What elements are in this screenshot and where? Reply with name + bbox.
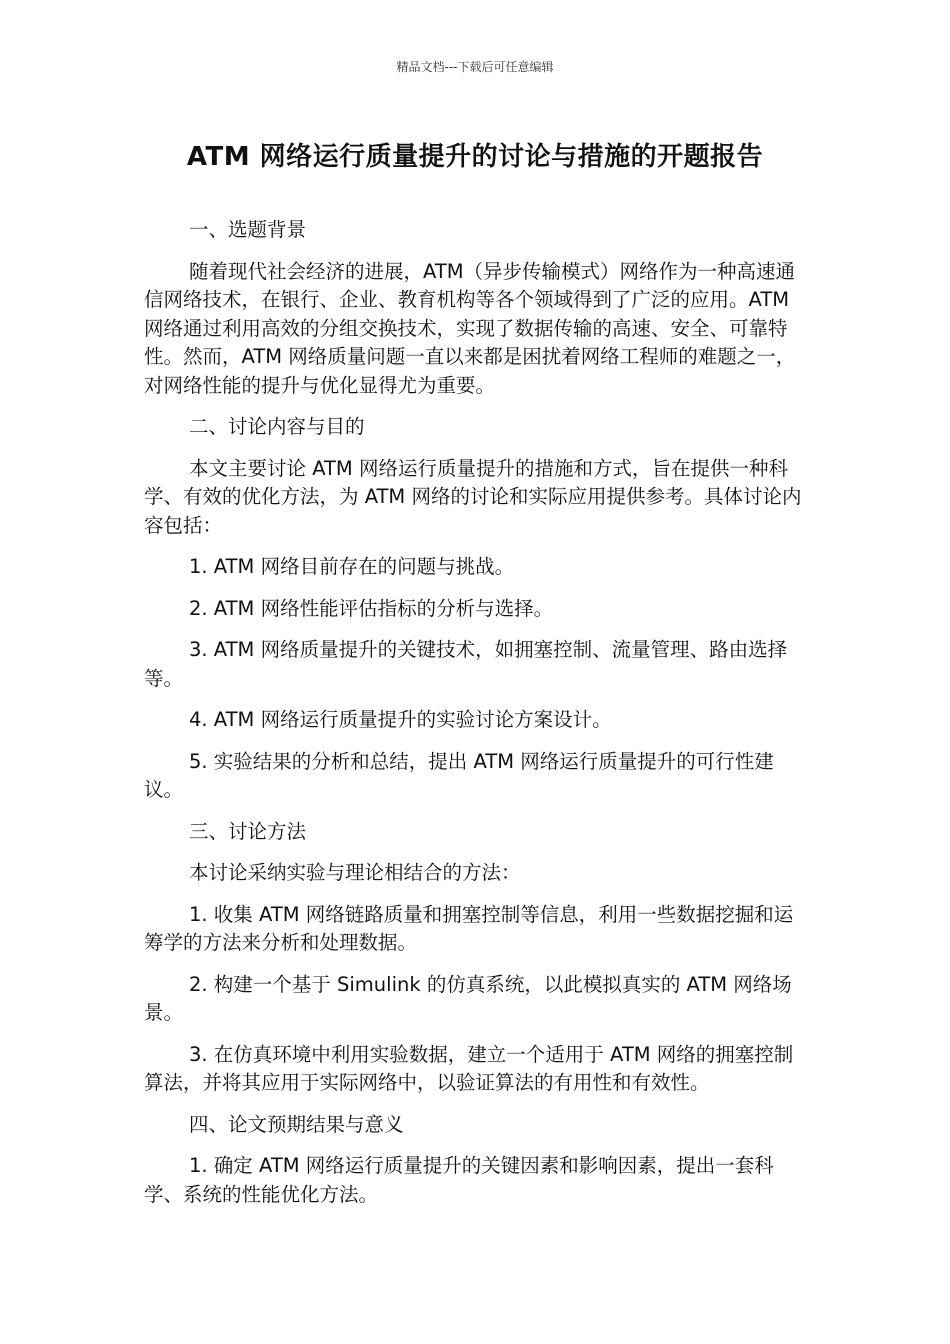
list-item: 1. 收集 ATM 网络链路质量和拥塞控制等信息，利用一些数据挖掘和运筹学的方法来分析和处理数据。 bbox=[144, 902, 794, 954]
paragraph: 本讨论采纳实验与理论相结合的方法： bbox=[189, 861, 521, 884]
list-item: 3. ATM 网络质量提升的关键技术，如拥塞控制、流量管理、路由选择等。 bbox=[144, 638, 788, 690]
list-item: 4. ATM 网络运行质量提升的实验讨论方案设计。 bbox=[189, 708, 612, 731]
paragraph: 随着现代社会经济的进展，ATM（异步传输模式）网络作为一种高速通信网络技术，在银行、企业、教育机构等各个领域得到了广泛的应用。ATM 网络通过利用高效的分组交换技术，实现了数据传输的高速、安全、可靠特性。然而，ATM 网络质量问题一直以来都是困扰着网络工程师的难题之一，对网络性能的提升与优化显得尤为重要。 bbox=[144, 259, 796, 397]
page-header: 精品文档---下载后可任意编辑 bbox=[396, 60, 554, 74]
list-item: 1. ATM 网络目前存在的问题与挑战。 bbox=[189, 555, 515, 578]
list-item: 5. 实验结果的分析和总结，提出 ATM 网络运行质量提升的可行性建议。 bbox=[144, 749, 774, 801]
document-title: ATM 网络运行质量提升的讨论与措施的开题报告 bbox=[186, 142, 764, 172]
section-heading: 二、讨论内容与目的 bbox=[189, 415, 365, 438]
section-heading: 三、讨论方法 bbox=[189, 819, 307, 843]
section-heading: 四、论文预期结果与意义 bbox=[189, 1112, 404, 1136]
document-body bbox=[144, 216, 808, 1222]
list-item: 2. ATM 网络性能评估指标的分析与选择。 bbox=[189, 596, 554, 620]
paragraph: 本文主要讨论 ATM 网络运行质量提升的措施和方式，旨在提供一种科学、有效的优化方法，为 ATM 网络的讨论和实际应用提供参考。具体讨论内容包括： bbox=[144, 456, 802, 537]
list-item: 1. 确定 ATM 网络运行质量提升的关键因素和影响因素，提出一套科学、系统的性能优化方法。 bbox=[144, 1154, 774, 1206]
section-heading: 一、选题背景 bbox=[189, 218, 307, 241]
list-item: 3. 在仿真环境中利用实验数据，建立一个适用于 ATM 网络的拥塞控制算法，并将其应用于实际网络中，以验证算法的有用性和有效性。 bbox=[144, 1042, 794, 1094]
list-item: 2. 构建一个基于 Simulink 的仿真系统，以此模拟真实的 ATM 网络场景。 bbox=[144, 972, 792, 1024]
